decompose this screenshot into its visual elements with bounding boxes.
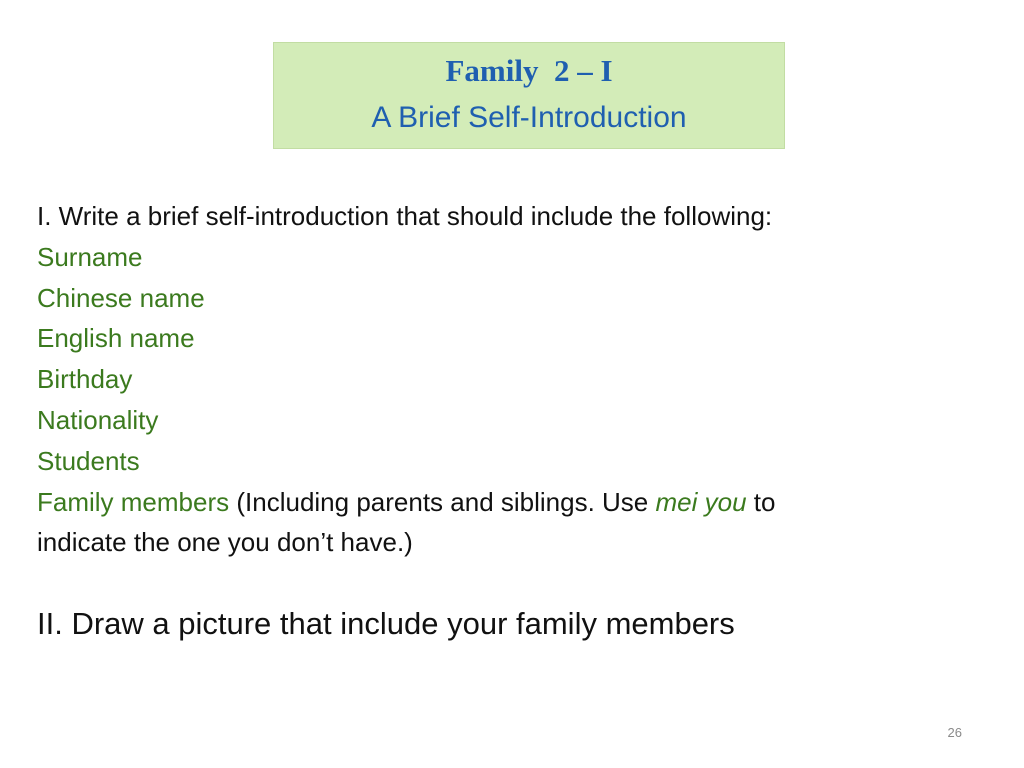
list-item-nationality: Nationality	[37, 404, 159, 435]
section-one	[37, 196, 997, 563]
title-box	[273, 42, 785, 149]
list-item-birthday: Birthday	[37, 364, 133, 395]
page-number: 26	[947, 725, 962, 740]
section-one-intro: I. Write a brief self-introduction that should include the following:	[37, 201, 773, 231]
family-members-label: Family members	[37, 486, 230, 517]
slide-title: Family 2 – I	[445, 53, 613, 88]
family-members-text-before: (Including parents and siblings. Use	[229, 486, 656, 517]
list-item-family-members	[37, 482, 997, 523]
section-two: II. Draw a picture that include your family members	[37, 606, 735, 641]
list-item-students: Students	[37, 445, 140, 476]
family-members-text-after: to	[746, 486, 776, 517]
family-members-emphasis: mei you	[655, 486, 747, 517]
list-item-chinese-name: Chinese name	[37, 282, 205, 313]
list-item-english-name: English name	[37, 323, 195, 354]
list-item-surname: Surname	[37, 241, 143, 272]
family-members-continuation: indicate the one you don’t have.)	[37, 527, 413, 558]
slide-subtitle: A Brief Self-Introduction	[371, 101, 687, 134]
